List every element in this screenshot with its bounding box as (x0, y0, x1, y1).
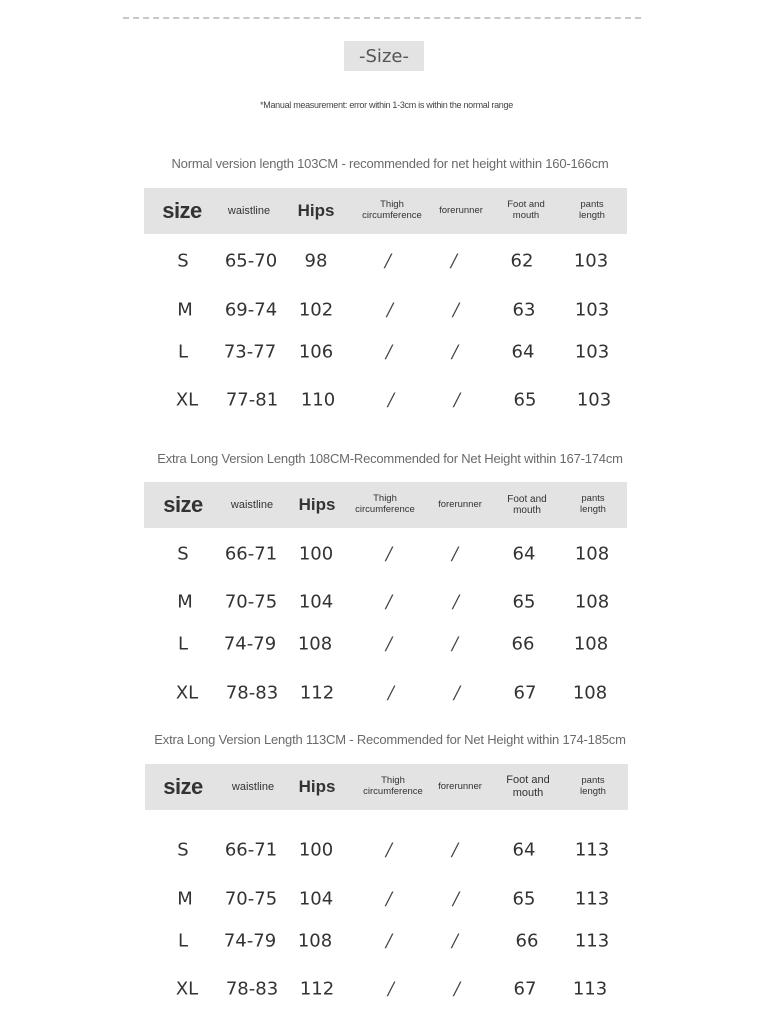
header-waistline: waistline (230, 498, 274, 511)
cell-length: 108 (574, 543, 610, 565)
header-forerunner: forerunner (438, 498, 482, 510)
header-foot: Foot and mouth (507, 493, 547, 516)
cell-thigh: / (387, 682, 395, 704)
cell-waistline: 66-71 (224, 543, 278, 565)
cell-hips: 104 (298, 591, 334, 613)
header-forerunner: forerunner (439, 204, 483, 216)
cell-waistline: 66-71 (224, 839, 278, 861)
cell-waistline: 77-81 (225, 389, 279, 411)
table-header (145, 764, 628, 810)
cell-size: L (177, 633, 189, 655)
cell-forerunner: / (451, 341, 459, 363)
cell-foot: 66 (511, 633, 535, 655)
size-heading: -Size- (344, 41, 424, 71)
header-waistline: waistline (231, 780, 275, 793)
table-header (144, 188, 627, 234)
cell-thigh: / (385, 341, 393, 363)
cell-forerunner: / (453, 682, 461, 704)
cell-forerunner: / (451, 543, 459, 565)
header-size: size (162, 198, 202, 224)
cell-foot: 64 (512, 543, 536, 565)
cell-size: M (177, 299, 193, 321)
cell-length: 103 (574, 299, 610, 321)
header-foot: Foot and mouth (506, 774, 550, 799)
cell-hips: 100 (298, 839, 334, 861)
cell-thigh: / (386, 299, 394, 321)
cell-waistline: 74-79 (223, 633, 277, 655)
cell-forerunner: / (451, 930, 459, 952)
cell-thigh: / (384, 250, 392, 272)
cell-length: 108 (573, 633, 609, 655)
dashed-divider (123, 17, 641, 19)
cell-waistline: 78-83 (225, 682, 279, 704)
cell-length: 103 (574, 341, 610, 363)
cell-forerunner: / (453, 978, 461, 1000)
cell-forerunner: / (453, 389, 461, 411)
cell-forerunner: / (451, 839, 459, 861)
cell-length: 108 (572, 682, 608, 704)
cell-thigh: / (385, 839, 393, 861)
cell-thigh: / (387, 389, 395, 411)
cell-hips: 106 (298, 341, 334, 363)
cell-forerunner: / (452, 888, 460, 910)
cell-length: 113 (574, 888, 610, 910)
header-waistline: waistline (227, 204, 271, 217)
header-pants-length: pants length (579, 199, 605, 221)
cell-forerunner: / (452, 591, 460, 613)
cell-foot: 65 (512, 888, 536, 910)
cell-length: 108 (574, 591, 610, 613)
header-size: size (163, 774, 203, 800)
cell-length: 113 (572, 978, 608, 1000)
cell-foot: 67 (513, 978, 537, 1000)
cell-size: L (177, 341, 189, 363)
cell-waistline: 74-79 (223, 930, 277, 952)
cell-hips: 100 (298, 543, 334, 565)
cell-foot: 67 (513, 682, 537, 704)
cell-thigh: / (385, 930, 393, 952)
cell-hips: 112 (299, 682, 335, 704)
header-thigh: Thigh circumference (355, 493, 415, 515)
cell-length: 113 (574, 930, 610, 952)
cell-size: XL (175, 682, 199, 704)
cell-size: S (177, 250, 189, 272)
cell-hips: 112 (299, 978, 335, 1000)
cell-thigh: / (385, 633, 393, 655)
cell-foot: 65 (513, 389, 537, 411)
cell-size: M (177, 888, 193, 910)
cell-hips: 108 (297, 633, 333, 655)
cell-size: L (177, 930, 189, 952)
header-thigh: Thigh circumference (363, 775, 423, 797)
header-forerunner: forerunner (438, 780, 482, 792)
cell-foot: 64 (512, 839, 536, 861)
cell-hips: 110 (300, 389, 336, 411)
cell-forerunner: / (450, 250, 458, 272)
cell-thigh: / (385, 888, 393, 910)
cell-foot: 66 (515, 930, 539, 952)
cell-foot: 63 (512, 299, 536, 321)
cell-hips: 108 (297, 930, 333, 952)
cell-thigh: / (385, 543, 393, 565)
cell-thigh: / (387, 978, 395, 1000)
cell-waistline: 69-74 (224, 299, 278, 321)
cell-size: S (177, 839, 189, 861)
measurement-note: *Manual measurement: error within 1-3cm is within the normal range (260, 100, 513, 110)
cell-waistline: 78-83 (225, 978, 279, 1000)
cell-size: S (177, 543, 189, 565)
cell-length: 103 (573, 250, 609, 272)
cell-foot: 64 (511, 341, 535, 363)
cell-foot: 65 (512, 591, 536, 613)
cell-hips: 104 (298, 888, 334, 910)
cell-size: XL (175, 389, 199, 411)
header-thigh: Thigh circumference (362, 199, 422, 221)
cell-forerunner: / (451, 633, 459, 655)
table-header (144, 482, 627, 528)
header-pants-length: pants length (580, 493, 606, 515)
cell-forerunner: / (452, 299, 460, 321)
cell-foot: 62 (510, 250, 534, 272)
header-size: size (163, 492, 203, 518)
cell-waistline: 73-77 (223, 341, 277, 363)
section-title: Extra Long Version Length 108CM-Recommended for Net Height within 167-174cm (157, 451, 623, 466)
cell-size: M (177, 591, 193, 613)
cell-length: 103 (576, 389, 612, 411)
cell-hips: 98 (304, 250, 328, 272)
section-title: Normal version length 103CM - recommended for net height within 160-166cm (171, 156, 609, 171)
cell-size: XL (175, 978, 199, 1000)
header-hips: Hips (298, 495, 336, 515)
cell-waistline: 65-70 (224, 250, 278, 272)
header-hips: Hips (298, 777, 336, 797)
cell-thigh: / (385, 591, 393, 613)
cell-hips: 102 (298, 299, 334, 321)
header-foot: Foot and mouth (507, 199, 545, 221)
header-hips: Hips (297, 201, 335, 221)
cell-waistline: 70-75 (224, 888, 278, 910)
header-pants-length: pants length (580, 775, 606, 797)
section-title: Extra Long Version Length 113CM - Recommended for Net Height within 174-185cm (154, 732, 626, 747)
cell-waistline: 70-75 (224, 591, 278, 613)
cell-length: 113 (574, 839, 610, 861)
